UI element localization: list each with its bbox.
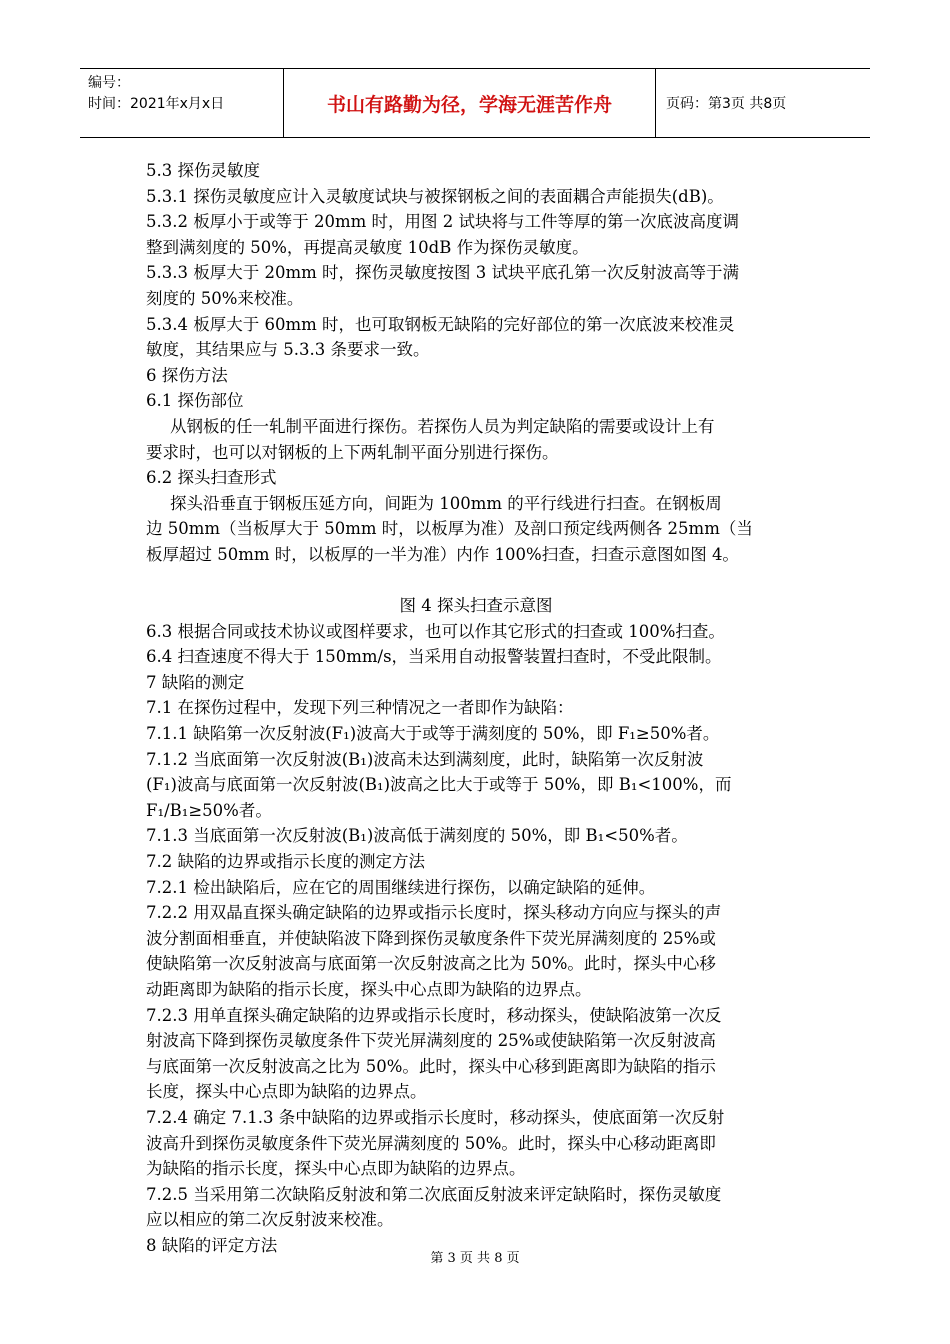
header-meta: [80, 69, 284, 137]
body-line: 与底面第一次反射波高之比为 50%。此时，探头中心移到距离即为缺陷的指示: [146, 1056, 716, 1076]
body-line: 7.1 在探伤过程中，发现下列三种情况之一者即作为缺陷：: [146, 698, 574, 718]
figure-caption: 图 4 探头扫查示意图: [399, 596, 553, 616]
body-line: 5.3 探伤灵敏度: [146, 161, 260, 180]
body-line: 使缺陷第一次反射波高与底面第一次反射波高之比为 50%。此时，探头中心移: [146, 954, 716, 974]
body-line: 长度，探头中心点即为缺陷的边界点。: [146, 1082, 427, 1102]
body-line: 6.3 根据合同或技术协议或图样要求，也可以作其它形式的扫查或 100%扫查。: [146, 621, 725, 641]
body-line: 要求时，也可以对钢板的上下两轧制平面分别进行探伤。: [146, 442, 559, 462]
body-line: 6 探伤方法: [146, 365, 228, 385]
body-line: 波高升到探伤灵敏度条件下荧光屏满刻度的 50%。此时，探头中心移动距离即: [146, 1133, 716, 1153]
body-line: 6.1 探伤部位: [146, 391, 244, 411]
body-line: 7 缺陷的测定: [146, 672, 245, 692]
page-footer: 第 3 页 共 8 页: [430, 1251, 520, 1266]
body-line: 射波高下降到探伤灵敏度条件下荧光屏满刻度的 25%或使缺陷第一次反射波高: [146, 1031, 716, 1051]
body-line: 8 缺陷的评定方法: [146, 1235, 278, 1255]
header-page-info: 页码：第3页 共8页: [666, 96, 787, 112]
body-line: 5.3.1 探伤灵敏度应计入灵敏度试块与被探钢板之间的表面耦合声能损失(dB)。: [146, 186, 724, 206]
body-line: 应以相应的第二次反射波来校准。: [146, 1210, 394, 1230]
body-line: 板厚超过 50mm 时，以板厚的一半为准）内作 100%扫查，扫查示意图如图 4。: [146, 544, 739, 564]
body-line: 波分割面相垂直，并使缺陷波下降到探伤灵敏度条件下荧光屏满刻度的 25%或: [146, 928, 716, 948]
body-line: 7.2.4 确定 7.1.3 条中缺陷的边界或指示长度时，移动探头，使底面第一次反射: [146, 1107, 725, 1127]
body-line: 刻度的 50%来校准。: [146, 288, 304, 308]
body-line: 7.2.5 当采用第二次缺陷反射波和第二次底面反射波来评定缺陷时，探伤灵敏度: [146, 1184, 722, 1204]
body-line: 边 50mm（当板厚大于 50mm 时，以板厚为准）及剖口预定线两侧各 25mm（当: [146, 519, 753, 539]
body-line: 7.2.3 用单直探头确定缺陷的边界或指示长度时，移动探头，使缺陷波第一次反: [146, 1005, 722, 1025]
body-line: 探头沿垂直于钢板压延方向，间距为 100mm 的平行线进行扫查。在钢板周: [170, 493, 722, 513]
body-line: 6.2 探头扫查形式: [146, 468, 277, 488]
body-line: 5.3.2 板厚小于或等于 20mm 时，用图 2 试块将与工件等厚的第一次底波高度调: [146, 212, 739, 232]
date-label: 时间：2021年x月x日: [88, 96, 225, 112]
page-header: [80, 68, 870, 138]
serial-number-label: 编号：: [88, 75, 130, 91]
body-line: 7.2 缺陷的边界或指示长度的测定方法: [146, 852, 425, 872]
body-line: 7.1.3 当底面第一次反射波(B₁)波高低于满刻度的 50%，即 B₁<50%者。: [146, 826, 688, 846]
body-line: (F₁)波高与底面第一次反射波(B₁)波高之比大于或等于 50%，即 B₁<100%，而: [146, 775, 732, 795]
body-line: 敏度，其结果应与 5.3.3 条要求一致。: [146, 340, 430, 360]
body-line: 5.3.4 板厚大于 60mm 时，也可取钢板无缺陷的完好部位的第一次底波来校准灵: [146, 314, 735, 334]
body-line: 7.1.1 缺陷第一次反射波(F₁)波高大于或等于满刻度的 50%，即 F₁≥50%者。: [146, 724, 720, 744]
body-line: 5.3.3 板厚大于 20mm 时，探伤灵敏度按图 3 试块平底孔第一次反射波高等于满: [146, 263, 739, 283]
body-line: 6.4 扫查速度不得大于 150mm/s，当采用自动报警装置扫查时，不受此限制。: [146, 647, 722, 667]
header-slogan: 书山有路勤为径，学海无涯苦作舟: [284, 69, 656, 137]
body-line: 7.2.1 检出缺陷后，应在它的周围继续进行探伤，以确定缺陷的延伸。: [146, 877, 656, 897]
body-line: 动距离即为缺陷的指示长度，探头中心点即为缺陷的边界点。: [146, 980, 592, 999]
body-line: 7.1.2 当底面第一次反射波(B₁)波高未达到满刻度，此时，缺陷第一次反射波: [146, 749, 704, 769]
body-line: 7.2.2 用双晶直探头确定缺陷的边界或指示长度时，探头移动方向应与探头的声: [146, 903, 722, 923]
body-line: F₁/B₁≥50%者。: [146, 800, 272, 820]
figure-placeholder: [146, 568, 806, 594]
body-line: 为缺陷的指示长度，探头中心点即为缺陷的边界点。: [146, 1159, 526, 1179]
body-line: 从钢板的任一轧制平面进行探伤。若探伤人员为判定缺陷的需要或设计上有: [170, 416, 715, 436]
body-line: 整到满刻度的 50%，再提高灵敏度 10dB 作为探伤灵敏度。: [146, 237, 589, 257]
document-body: [146, 158, 806, 1259]
